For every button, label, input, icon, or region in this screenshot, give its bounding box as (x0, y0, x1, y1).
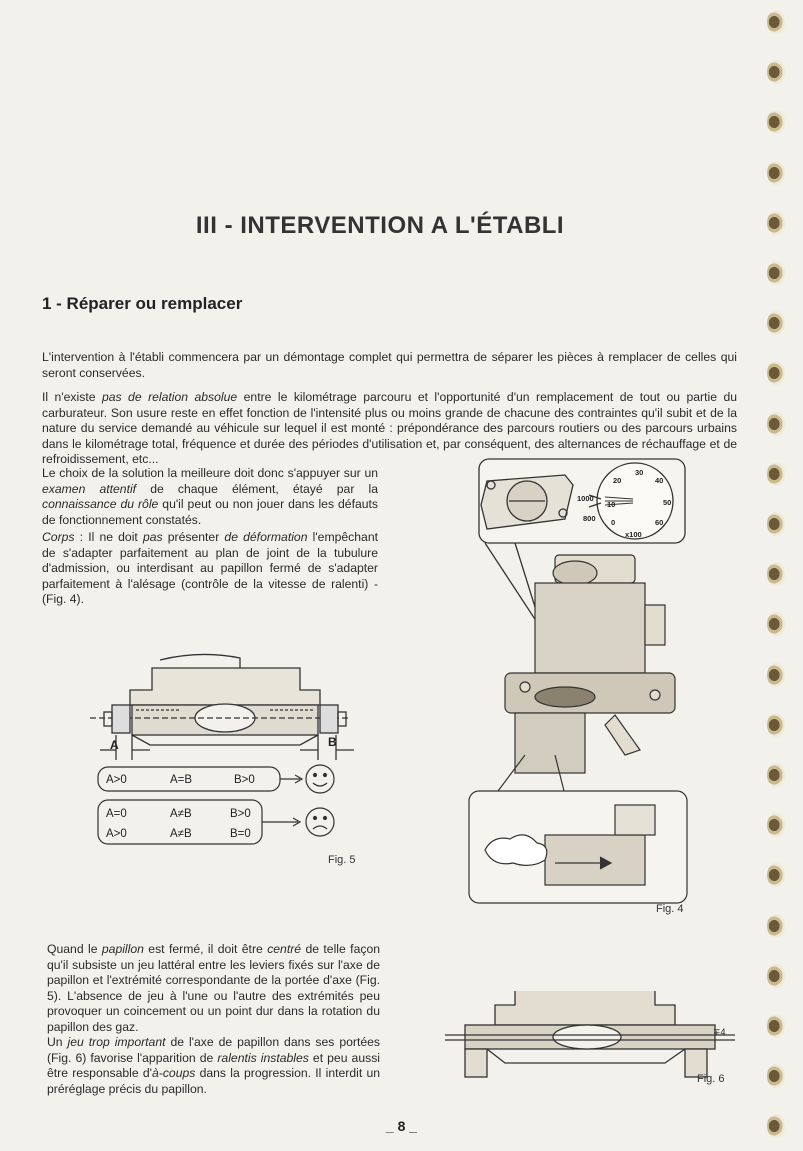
binding-hole (767, 612, 785, 636)
binding-hole (767, 964, 785, 988)
binding-hole (767, 311, 785, 335)
fig5-caption: Fig. 5 (328, 854, 356, 866)
paragraph-body: Corps : Il ne doit pas présenter de déformation l'empêchant de s'adapter parfaitement au plan de joint de la tubulure d'admission, ou interdisant au papillon fermé de s'adapter parfaitement à l'alésage (contrôle de la vitesse de ralenti) - (Fig. 4). (42, 530, 378, 607)
binding-holes (767, 10, 791, 1140)
binding-hole (767, 211, 785, 235)
binding-hole (767, 512, 785, 536)
binding-hole (767, 713, 785, 737)
binding-hole (767, 1014, 785, 1038)
paragraph-papillon: Quand le papillon est fermé, il doit être centré de telle façon qu'il subsiste un jeu lattéral entre les leviers fixés sur l'axe de papillon et l'extrémité correspondante de la portée d'axe (Fig. 5). L'absence de jeu à l'une ou l'autre des extrémités peu provoquer un coincement ou un point dur dans la rotation du papillon des gaz. (47, 942, 380, 1034)
binding-hole (767, 1064, 785, 1088)
fig5-bad2-b: B=0 (230, 828, 251, 840)
binding-hole (767, 412, 785, 436)
rpm-mid: 10 (607, 500, 616, 509)
fig5-good-a: A>0 (106, 774, 127, 786)
binding-hole (767, 914, 785, 938)
fig5-bad1-b: B>0 (230, 808, 251, 820)
binding-hole (767, 261, 785, 285)
figure-5 (90, 650, 370, 855)
fig5-good-b: B>0 (234, 774, 255, 786)
svg-text:A>0 A=B B>0 (106, 774, 258, 840)
paragraph-choice: Le choix de la solution la meilleure doit donc s'appuyer sur un examen attentif de chaque élément, étayé par la connaissance du rôle qu'il peut ou non jouer dans les défauts de fonctionnement constatés. (42, 466, 378, 527)
fig5-bad1-a: A=0 (106, 808, 127, 820)
fig6-caption: Fig. 6 (697, 1073, 725, 1085)
section-heading: 1 - Réparer ou remplacer (42, 294, 243, 313)
chapter-title: III - INTERVENTION A L'ÉTABLI (195, 212, 565, 239)
gauge-tick-30: 30 (635, 468, 644, 477)
binding-hole (767, 462, 785, 486)
binding-hole (767, 562, 785, 586)
fig5-bad2-a: A>0 (106, 828, 127, 840)
figure-4 (465, 455, 695, 925)
binding-hole (767, 10, 785, 34)
fig5-good-ab: A=B (170, 774, 193, 786)
binding-hole (767, 110, 785, 134)
paragraph-relation: Il n'existe pas de relation absolue entre le kilométrage parcouru et l'opportunité d'un remplacement de tout ou partie du carburateur. Son usure reste en effet fonction de l'intensité plus ou moins grande de chacune des contraintes qu'il subit et de la nature du service demandé au véhicule sur lequel il est monté : prépondérance des parcours routiers ou des parcours urbains dans le kilométrage total, fréquence et durée des périodes d'utilisation et, par conséquent, des alternances de réchauffage et de refroidissement, etc... (42, 390, 737, 467)
binding-hole (767, 763, 785, 787)
fig5-bad2-ab: A≠B (170, 828, 192, 840)
rpm-low: 800 (583, 514, 596, 523)
fig5-label-b: B (328, 735, 337, 749)
gauge-tick-40: 40 (655, 476, 664, 485)
gauge-tick-0: 0 (611, 518, 616, 527)
gauge-unit: x100 (625, 530, 642, 539)
paragraph-intro: L'intervention à l'établi commencera par un démontage complet qui permettra de séparer les pièces à remplacer de celles qui seront conservées. (42, 350, 737, 380)
paragraph-jeu: Un jeu trop important de l'axe de papillon dans ses portées (Fig. 6) favorise l'apparition de ralentis instables et peu aussi être responsable d'à-coups dans la progression. Il interdit un préréglage précis du papillon. (47, 1035, 381, 1096)
binding-hole (767, 863, 785, 887)
fig4-caption: Fig. 4 (656, 903, 684, 915)
gauge-tick-20: 20 (613, 476, 622, 485)
binding-hole (767, 60, 785, 84)
binding-hole (767, 361, 785, 385)
fig6-play-mark: ∓4 (713, 1027, 726, 1037)
page-number: _ 8 _ (385, 1118, 418, 1134)
rpm-high: 1000 (577, 494, 594, 503)
figure-6 (445, 985, 735, 1085)
gauge-tick-60: 60 (655, 518, 664, 527)
binding-hole (767, 663, 785, 687)
fig5-bad1-ab: A≠B (170, 808, 192, 820)
fig5-label-a: A (110, 738, 119, 752)
gauge-tick-50: 50 (663, 498, 672, 507)
binding-hole (767, 161, 785, 185)
binding-hole (767, 813, 785, 837)
